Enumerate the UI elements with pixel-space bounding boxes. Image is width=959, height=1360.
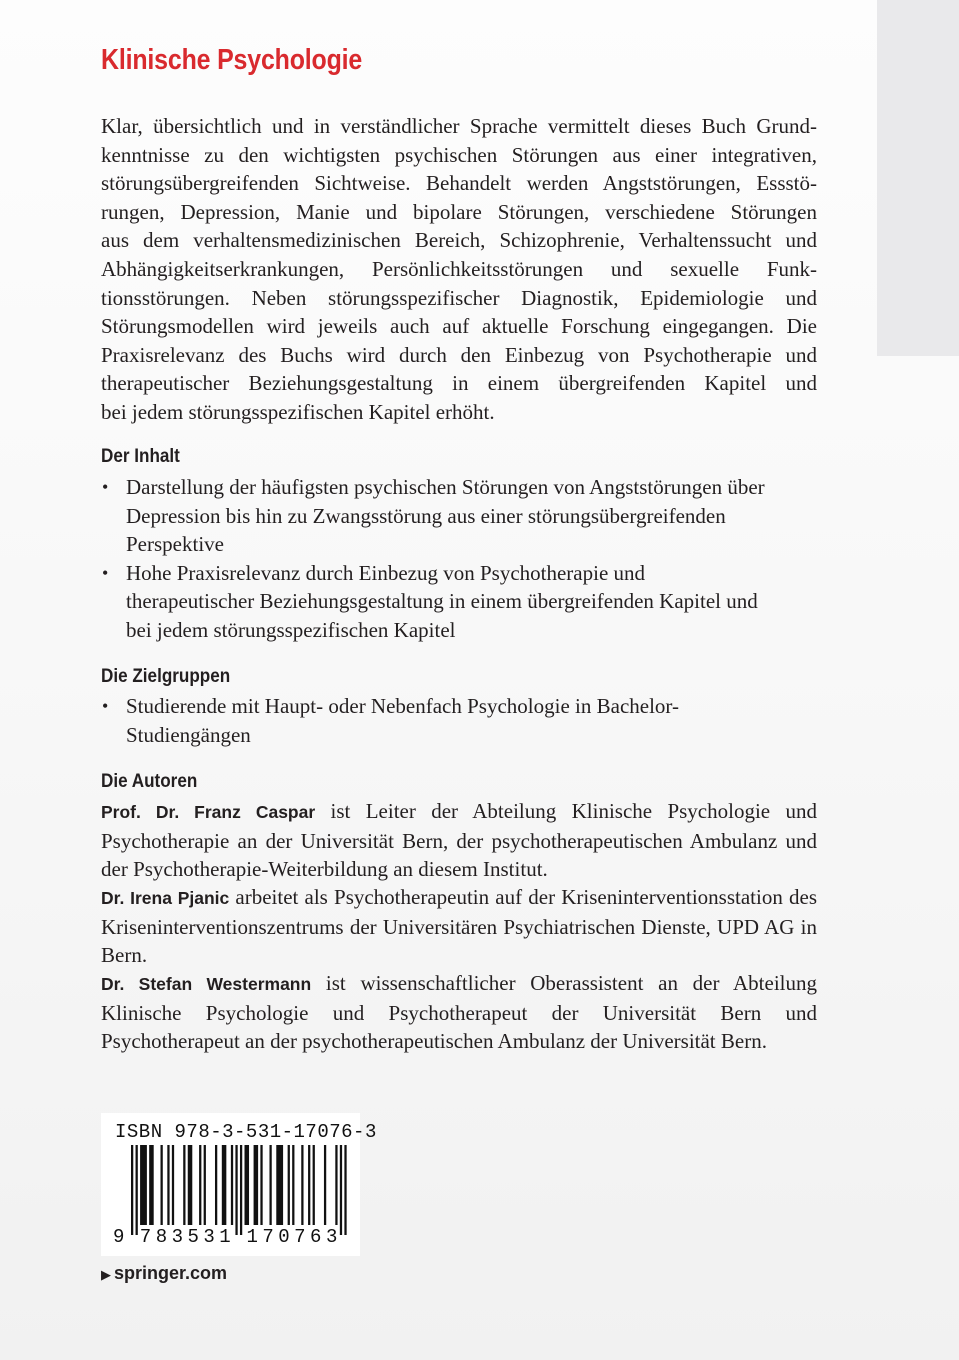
barcode-digit: 7 bbox=[139, 1226, 152, 1248]
barcode-bar bbox=[254, 1145, 259, 1225]
publisher-url: springer.com bbox=[114, 1263, 228, 1283]
barcode-bar bbox=[199, 1145, 201, 1225]
isbn-barcode bbox=[101, 1113, 377, 1256]
author-bio-pjanic: Dr. Irena Pjanic arbeitet als Psychotherapeutin auf der Kriseninterventionsstation des Kriseninterventionszentrums der Universitären Psychiatrischen Dienste, UPD AG in Bern. bbox=[101, 885, 818, 968]
isbn-label: ISBN 978-3-531-17076-3 bbox=[115, 1121, 377, 1143]
barcode-graphic bbox=[101, 1113, 360, 1256]
barcode-bar bbox=[245, 1145, 250, 1225]
barcode-bar bbox=[204, 1145, 206, 1225]
barcode-digit: 5 bbox=[187, 1226, 199, 1248]
barcode-bar bbox=[308, 1145, 310, 1225]
barcode-bar bbox=[215, 1145, 217, 1225]
barcode-digit: 8 bbox=[155, 1226, 168, 1248]
bullet-icon: • bbox=[102, 562, 109, 583]
barcode-bar bbox=[269, 1145, 271, 1225]
author-name: Dr. Irena Pjanic bbox=[101, 888, 230, 908]
barcode-bar bbox=[324, 1145, 326, 1225]
description-line: bei jedem störungsspezifischen Kapitel erhöht. bbox=[101, 399, 495, 424]
barcode-guard-bar bbox=[131, 1145, 133, 1235]
barcode-bar bbox=[260, 1145, 262, 1225]
publisher-link[interactable] bbox=[101, 1263, 227, 1284]
barcode-bar bbox=[292, 1145, 294, 1225]
barcode-digit: 3 bbox=[325, 1226, 338, 1248]
barcode-bar bbox=[161, 1145, 163, 1225]
list-item: • Hohe Praxisrelevanz durch Einbezug von Psychotherapie und therapeutischer Beziehungsgestaltung in einem übergreifenden Kapitel und bei jedem störungsspezifischen Kapitel bbox=[102, 560, 758, 642]
barcode-bar bbox=[183, 1145, 185, 1225]
description-line: rungen, Depression, Manie und bipolare Störungen, verschiedene Störungen bbox=[101, 199, 817, 224]
inhalt-list bbox=[101, 473, 771, 645]
list-item: • Darstellung der häufigsten psychischen Störungen von Angststörungen über Depression bis hin zu Zwangsstörung aus einer störungsübergreifenden Perspektive bbox=[102, 475, 765, 557]
description-line: Abhängigkeitserkrankungen, Persönlichkeitsstörungen und sexuelle Funk- bbox=[101, 256, 817, 281]
description-line: Klar, übersichtlich und in verständlicher Sprache vermittelt dieses Buch Grund- bbox=[101, 114, 817, 138]
barcode-digit: 3 bbox=[171, 1226, 183, 1248]
side-strip bbox=[877, 0, 959, 356]
barcode-guard-bar bbox=[235, 1145, 237, 1235]
description-line: Störungsmodellen wird jeweils auch auf aktuelle Forschung eingegangen. Die bbox=[101, 314, 817, 339]
barcode-digit: 9 bbox=[113, 1226, 125, 1248]
barcode-guard-bar bbox=[340, 1145, 342, 1235]
barcode-bar bbox=[231, 1145, 233, 1225]
description-line: therapeutischer Beziehungsgestaltung in einem übergreifenden Kapitel und bbox=[101, 371, 817, 396]
barcode-bar bbox=[140, 1145, 147, 1225]
bullet-icon: • bbox=[102, 477, 109, 497]
author-bio-westermann: Dr. Stefan Westermann ist wissenschaftlicher Oberassistent an der Abteilung Klinische Psychologie und Psychotherapeut der Universität Bern und Psychotherapeut an der psychotherapeutischen Ambulanz der Universität Bern. bbox=[101, 971, 818, 1054]
barcode-digit: 1 bbox=[219, 1226, 231, 1248]
barcode-bar bbox=[288, 1145, 290, 1225]
list-item: • Studierende mit Haupt- oder Nebenfach Psychologie in Bachelor-Studiengängen bbox=[102, 694, 679, 747]
barcode-bar bbox=[301, 1145, 303, 1225]
section-heading-autoren: Die Autoren bbox=[101, 771, 198, 792]
barcode-guard-bar bbox=[240, 1145, 242, 1235]
book-title: Klinische Psychologie bbox=[101, 44, 363, 76]
barcode-digit: 7 bbox=[294, 1226, 306, 1248]
arrow-right-icon: ▶ bbox=[101, 1267, 111, 1282]
barcode-guard-bar bbox=[136, 1145, 138, 1235]
bullet-icon: • bbox=[102, 696, 109, 716]
description-line: kenntnisse zu den wichtigsten psychischen Störungen aus einer integrativen, bbox=[101, 142, 817, 167]
barcode-bar bbox=[167, 1145, 169, 1225]
author-name: Dr. Stefan Westermann bbox=[101, 974, 312, 994]
description-line: tionsstörungen. Neben störungsspezifischer Diagnostik, Epidemiologie und bbox=[101, 285, 817, 310]
barcode-bar bbox=[276, 1145, 283, 1225]
zielgruppen-list bbox=[101, 692, 761, 749]
section-heading-inhalt: Der Inhalt bbox=[101, 446, 180, 467]
description-line: aus dem verhaltensmedizinischen Bereich, Schizophrenie, Verhaltenssucht und bbox=[101, 228, 817, 253]
section-heading-zielgruppen: Die Zielgruppen bbox=[101, 666, 231, 687]
barcode-bar bbox=[149, 1145, 154, 1225]
barcode-bar bbox=[222, 1145, 227, 1225]
barcode-digit: 3 bbox=[203, 1226, 215, 1248]
barcode-digit: 0 bbox=[278, 1226, 290, 1248]
barcode-bar bbox=[188, 1145, 193, 1225]
barcode-guard-bar bbox=[344, 1145, 346, 1235]
barcode-digit: 1 bbox=[246, 1226, 258, 1248]
author-bio-caspar: Prof. Dr. Franz Caspar ist Leiter der Abteilung Klinische Psychologie und Psychotherapie an der Universität Bern, der psychotherapeutischen Ambulanz und der Psychotherapie-Weiterbildung an diesem Institut. bbox=[101, 799, 817, 882]
barcode-digit: 6 bbox=[310, 1226, 322, 1248]
description-line: Praxisrelevanz des Buchs wird durch den Einbezug von Psychotherapie und bbox=[101, 342, 817, 367]
author-name: Prof. Dr. Franz Caspar bbox=[101, 802, 316, 822]
book-description bbox=[101, 112, 817, 427]
description-line: störungsübergreifenden Sichtweise. Behandelt werden Angststörungen, Essstö- bbox=[101, 171, 817, 196]
barcode-bar bbox=[172, 1145, 174, 1225]
barcode-bar bbox=[335, 1145, 337, 1225]
barcode-digit: 7 bbox=[262, 1226, 274, 1248]
barcode-bar bbox=[313, 1145, 315, 1225]
